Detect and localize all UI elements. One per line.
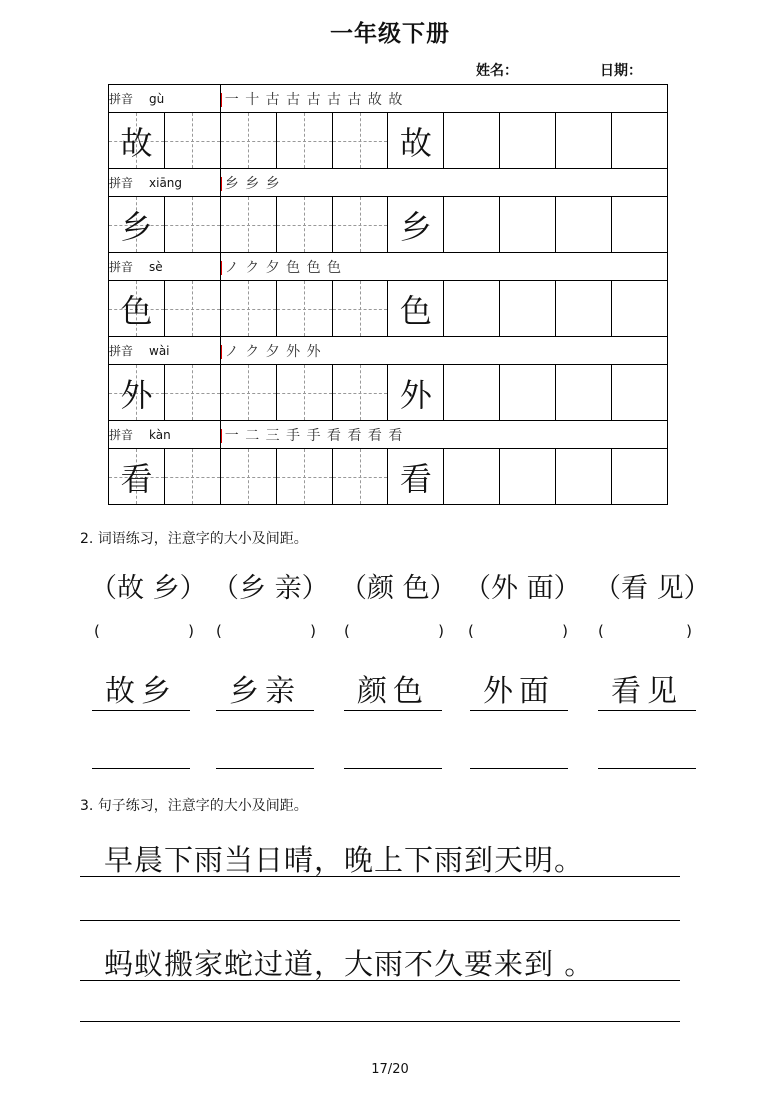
practice-box[interactable] bbox=[276, 449, 332, 505]
pinyin-blank[interactable]: ( ) bbox=[598, 622, 692, 640]
character-row bbox=[109, 197, 668, 253]
stroke-order: 一 二 三 手 手 看 看 看 看 bbox=[220, 421, 667, 449]
stroke-order: ノ ク 夕 外 外 bbox=[220, 337, 667, 365]
pinyin-row bbox=[109, 169, 668, 197]
pinyin-row bbox=[109, 337, 668, 365]
practice-box[interactable] bbox=[444, 281, 500, 337]
model-box bbox=[388, 113, 444, 169]
pinyin-cell bbox=[109, 337, 221, 365]
model-character: 看 bbox=[120, 459, 153, 498]
pinyin-value: xiāng bbox=[149, 176, 183, 190]
model-character: 外 bbox=[399, 375, 432, 414]
model-box bbox=[109, 449, 165, 505]
date-label: 日期： bbox=[600, 63, 642, 79]
practice-box[interactable] bbox=[444, 113, 500, 169]
pinyin-blank[interactable]: ( ) bbox=[468, 622, 568, 640]
sentence-practice-line[interactable] bbox=[80, 1021, 680, 1022]
pinyin-value: sè bbox=[149, 260, 163, 274]
pinyin-row bbox=[109, 85, 668, 113]
practice-box[interactable] bbox=[612, 365, 668, 421]
word-model: 颜色 bbox=[344, 674, 442, 711]
practice-box[interactable] bbox=[556, 449, 612, 505]
pinyin-blank[interactable]: ( ) bbox=[94, 622, 194, 640]
word-practice-line[interactable] bbox=[344, 767, 442, 769]
name-label: 姓名： bbox=[476, 63, 518, 79]
practice-box[interactable] bbox=[500, 197, 556, 253]
model-character: 乡 bbox=[120, 207, 153, 246]
character-row bbox=[109, 449, 668, 505]
pinyin-blank[interactable]: ( ) bbox=[344, 622, 444, 640]
practice-box[interactable] bbox=[500, 449, 556, 505]
section3-heading: 3. 句子练习，注意字的大小及间距。 bbox=[80, 798, 308, 814]
practice-box[interactable] bbox=[220, 365, 276, 421]
model-character: 故 bbox=[120, 123, 153, 162]
practice-box[interactable] bbox=[164, 449, 220, 505]
word-paren: （故 乡） bbox=[90, 573, 207, 604]
practice-box[interactable] bbox=[612, 197, 668, 253]
model-character: 故 bbox=[399, 123, 432, 162]
model-character: 色 bbox=[120, 291, 153, 330]
practice-box[interactable] bbox=[220, 281, 276, 337]
practice-box[interactable] bbox=[164, 365, 220, 421]
model-box bbox=[109, 365, 165, 421]
practice-box[interactable] bbox=[164, 113, 220, 169]
section2-heading: 2. 词语练习，注意字的大小及间距。 bbox=[80, 531, 308, 547]
word-practice-line[interactable] bbox=[92, 767, 190, 769]
character-row bbox=[109, 113, 668, 169]
practice-box[interactable] bbox=[276, 113, 332, 169]
pinyin-cell bbox=[109, 169, 221, 197]
sentence-model-1: 早晨下雨当日晴，晚上下雨到天明。 bbox=[104, 843, 585, 877]
pinyin-cell bbox=[109, 253, 221, 281]
pinyin-label: 拼音 bbox=[109, 92, 134, 106]
stroke-order: 乡 乡 乡 bbox=[220, 169, 667, 197]
practice-box[interactable] bbox=[500, 113, 556, 169]
word-model: 外面 bbox=[470, 674, 568, 711]
model-box bbox=[109, 281, 165, 337]
page-title: 一年级下册 bbox=[330, 21, 450, 47]
word-practice-line[interactable] bbox=[216, 767, 314, 769]
practice-box[interactable] bbox=[444, 365, 500, 421]
model-character: 外 bbox=[120, 375, 153, 414]
word-practice-line[interactable] bbox=[470, 767, 568, 769]
practice-box[interactable] bbox=[332, 281, 388, 337]
model-box bbox=[388, 197, 444, 253]
sentence-model-line bbox=[80, 980, 680, 981]
word-paren: （外 面） bbox=[464, 573, 581, 604]
practice-box[interactable] bbox=[332, 113, 388, 169]
practice-box[interactable] bbox=[500, 281, 556, 337]
character-row bbox=[109, 365, 668, 421]
pinyin-row bbox=[109, 253, 668, 281]
practice-box[interactable] bbox=[276, 197, 332, 253]
practice-box[interactable] bbox=[556, 113, 612, 169]
pinyin-cell bbox=[109, 421, 221, 449]
pinyin-value: kàn bbox=[149, 428, 171, 442]
pinyin-blank[interactable]: ( ) bbox=[216, 622, 316, 640]
practice-box[interactable] bbox=[220, 197, 276, 253]
practice-box[interactable] bbox=[220, 113, 276, 169]
character-practice-grid bbox=[108, 84, 668, 505]
pinyin-label: 拼音 bbox=[109, 344, 134, 358]
word-practice-line[interactable] bbox=[598, 767, 696, 769]
stroke-order: ノ ク 夕 色 色 色 bbox=[220, 253, 667, 281]
practice-box[interactable] bbox=[556, 365, 612, 421]
word-paren: （乡 亲） bbox=[212, 573, 329, 604]
pinyin-label: 拼音 bbox=[109, 260, 134, 274]
practice-box[interactable] bbox=[332, 197, 388, 253]
practice-box[interactable] bbox=[556, 281, 612, 337]
practice-box[interactable] bbox=[500, 365, 556, 421]
model-character: 乡 bbox=[399, 207, 432, 246]
practice-box[interactable] bbox=[164, 197, 220, 253]
practice-box[interactable] bbox=[276, 365, 332, 421]
practice-box[interactable] bbox=[612, 113, 668, 169]
practice-box[interactable] bbox=[556, 197, 612, 253]
pinyin-value: wài bbox=[149, 344, 170, 358]
word-model: 看见 bbox=[598, 674, 696, 711]
practice-box[interactable] bbox=[332, 365, 388, 421]
practice-box[interactable] bbox=[276, 281, 332, 337]
practice-box[interactable] bbox=[332, 449, 388, 505]
pinyin-label: 拼音 bbox=[109, 428, 134, 442]
model-box bbox=[109, 197, 165, 253]
word-paren: （看 见） bbox=[594, 573, 711, 604]
stroke-order: 一 十 古 古 古 古 古 故 故 bbox=[220, 85, 667, 113]
practice-box[interactable] bbox=[612, 449, 668, 505]
practice-box[interactable] bbox=[164, 281, 220, 337]
practice-box[interactable] bbox=[612, 281, 668, 337]
sentence-model-line bbox=[80, 876, 680, 877]
model-box bbox=[109, 113, 165, 169]
character-row bbox=[109, 281, 668, 337]
word-model: 乡亲 bbox=[216, 674, 314, 711]
word-paren: （颜 色） bbox=[340, 573, 457, 604]
pinyin-row bbox=[109, 421, 668, 449]
pinyin-value: gù bbox=[149, 92, 165, 106]
sentence-practice-line[interactable] bbox=[80, 920, 680, 921]
model-box bbox=[388, 449, 444, 505]
practice-box[interactable] bbox=[220, 449, 276, 505]
word-model: 故乡 bbox=[92, 674, 190, 711]
pinyin-label: 拼音 bbox=[109, 176, 134, 190]
model-character: 色 bbox=[399, 291, 432, 330]
model-character: 看 bbox=[399, 459, 432, 498]
model-box bbox=[388, 365, 444, 421]
page-number: 17/20 bbox=[371, 1062, 409, 1077]
practice-box[interactable] bbox=[444, 197, 500, 253]
practice-box[interactable] bbox=[444, 449, 500, 505]
sentence-model-2: 蚂蚁搬家蛇过道，大雨不久要来到 。 bbox=[104, 947, 595, 981]
model-box bbox=[388, 281, 444, 337]
pinyin-cell bbox=[109, 85, 221, 113]
